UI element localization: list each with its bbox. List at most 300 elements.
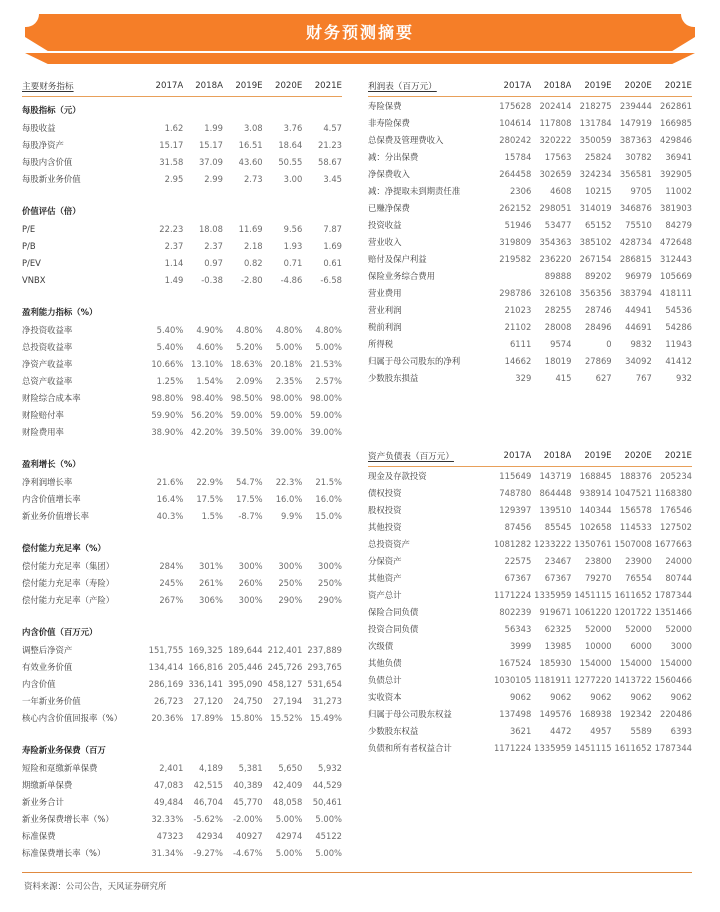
row-value: 129397 — [499, 504, 532, 515]
row-value: 39.00% — [270, 426, 303, 437]
table-row — [368, 654, 692, 671]
row-value: 98.00% — [270, 392, 303, 403]
table-row — [22, 810, 342, 827]
row-value: 31,273 — [312, 695, 342, 706]
row-label: 新业务保费增长率（%） — [22, 813, 114, 824]
table-row — [22, 119, 342, 136]
row-label: 保险业务综合费用 — [368, 270, 435, 281]
table-row — [22, 591, 342, 608]
table-section-heading — [22, 451, 342, 473]
column-header-year: 2021E — [302, 76, 342, 97]
row-value: 87456 — [504, 521, 532, 532]
row-value: 1081282 — [493, 538, 532, 549]
table-row — [368, 284, 692, 301]
row-value: 336,141 — [188, 678, 223, 689]
row-value: 1451115 — [574, 589, 612, 600]
row-value: 9705 — [630, 185, 652, 196]
row-value: 932 — [676, 372, 692, 383]
row-label: P/E — [22, 223, 36, 234]
row-label: 投资合同负债 — [368, 623, 419, 634]
row-label: 负债和所有者权益合计 — [368, 742, 452, 753]
row-value: 4608 — [550, 185, 572, 196]
row-label: 新业务合计 — [22, 796, 64, 807]
row-value: 0.97 — [204, 257, 223, 268]
row-value: 458,127 — [267, 678, 303, 689]
table-row — [22, 136, 342, 153]
table-row — [22, 759, 342, 776]
table-spacer — [22, 187, 342, 198]
row-label: 营业费用 — [368, 287, 402, 298]
row-value: 96979 — [625, 270, 652, 281]
row-value: 44691 — [625, 321, 652, 332]
row-value: 1351466 — [654, 606, 692, 617]
row-value: 15.49% — [310, 712, 342, 723]
row-label: 营业利润 — [368, 304, 402, 315]
row-value: 42934 — [196, 830, 223, 841]
row-value: 154000 — [660, 657, 692, 668]
row-value: 385102 — [579, 236, 612, 247]
row-value: 169,325 — [188, 644, 223, 655]
row-value: 748780 — [499, 487, 532, 498]
row-value: 26,723 — [153, 695, 184, 706]
row-label: 每股净资产 — [22, 139, 64, 150]
row-value: 264458 — [499, 168, 532, 179]
row-label: P/EV — [22, 257, 41, 268]
right-column — [368, 76, 692, 756]
row-value: 1277220 — [574, 674, 612, 685]
row-value: 5.40% — [156, 341, 184, 352]
table-row — [22, 658, 342, 675]
row-value: 212,401 — [267, 644, 303, 655]
row-value: 938914 — [579, 487, 612, 498]
row-value: 1.5% — [201, 510, 223, 521]
table-row — [22, 675, 342, 692]
row-value: 117808 — [539, 117, 572, 128]
row-value: 6000 — [630, 640, 652, 651]
row-value: 54286 — [665, 321, 692, 332]
row-label: 财险综合成本率 — [22, 392, 81, 403]
table-row — [368, 739, 692, 756]
row-value: 175628 — [499, 100, 532, 111]
row-value: 89202 — [584, 270, 612, 281]
row-value: 300% — [278, 560, 303, 571]
row-value: 154000 — [619, 657, 652, 668]
row-label: 财险费用率 — [22, 426, 64, 437]
row-value: 192342 — [619, 708, 652, 719]
row-value: 42,515 — [193, 779, 223, 790]
row-value: 45,770 — [233, 796, 263, 807]
row-label: 其他资产 — [368, 572, 402, 583]
table-header-row — [368, 76, 692, 97]
row-value: 156578 — [619, 504, 652, 515]
row-value: 9832 — [630, 338, 652, 349]
row-value: 300% — [238, 594, 263, 605]
row-value: 18.08 — [198, 223, 223, 234]
row-value: 23800 — [584, 555, 612, 566]
row-value: 237,889 — [307, 644, 342, 655]
row-label: 净资产收益率 — [22, 358, 73, 369]
section-title: 每股指标（元） — [22, 104, 81, 115]
row-value: 24000 — [665, 555, 692, 566]
row-value: 1.99 — [204, 122, 223, 133]
table-row — [22, 170, 342, 187]
row-label: 分保资产 — [368, 555, 402, 566]
row-value: 298786 — [499, 287, 532, 298]
row-value: 15784 — [504, 151, 532, 162]
table-spacer — [22, 726, 342, 737]
row-value: 9.56 — [283, 223, 303, 234]
table-row — [368, 148, 692, 165]
row-value: 16.0% — [315, 493, 342, 504]
table-row — [368, 165, 692, 182]
row-label: 投资收益 — [368, 219, 402, 230]
balance-sheet-table — [368, 446, 692, 756]
row-value: -6.58 — [320, 274, 342, 285]
row-value: 21102 — [504, 321, 532, 332]
table-row — [22, 406, 342, 423]
page-banner — [0, 14, 720, 66]
row-value: 40.3% — [156, 510, 184, 521]
row-value — [491, 267, 531, 284]
row-value: 250% — [278, 577, 303, 588]
row-value: 9062 — [590, 691, 612, 702]
row-value: 3000 — [670, 640, 692, 651]
row-value: 5,650 — [278, 762, 303, 773]
row-value: 239444 — [619, 100, 652, 111]
row-value: 58.67 — [318, 156, 342, 167]
row-value: 59.00% — [270, 409, 303, 420]
row-value: 0 — [606, 338, 612, 349]
row-label: 每股内含价值 — [22, 156, 73, 167]
spacer-cell — [22, 288, 342, 299]
table-spacer — [22, 608, 342, 619]
row-label: 偿付能力充足率（寿险） — [22, 577, 115, 588]
row-value: 45122 — [315, 830, 342, 841]
row-value: 114533 — [619, 521, 652, 532]
row-value: 919671 — [539, 606, 572, 617]
column-header-year: 2019E — [571, 76, 611, 97]
table-row — [22, 237, 342, 254]
section-title: 盈利增长（%） — [22, 458, 81, 469]
row-label: 财险赔付率 — [22, 409, 64, 420]
table-row — [22, 507, 342, 524]
row-value: 245% — [159, 577, 184, 588]
table-row — [368, 467, 692, 485]
right-column-gap — [368, 386, 692, 446]
row-value: 24,750 — [233, 695, 263, 706]
row-value: 1335959 — [534, 742, 572, 753]
table-row — [368, 301, 692, 318]
row-value: 314019 — [579, 202, 612, 213]
row-value: 4,189 — [198, 762, 223, 773]
table-row — [368, 722, 692, 739]
row-value: 218275 — [579, 100, 612, 111]
table-section-heading — [22, 737, 342, 759]
table-section-heading — [22, 97, 342, 120]
row-value: 28255 — [544, 304, 572, 315]
table-spacer — [22, 288, 342, 299]
row-value: 286,169 — [148, 678, 184, 689]
row-value: 137498 — [499, 708, 532, 719]
row-value: 2306 — [509, 185, 532, 196]
row-value: 17563 — [544, 151, 572, 162]
table-row — [22, 557, 342, 574]
row-value: 84279 — [665, 219, 692, 230]
table-row — [368, 569, 692, 586]
row-value: 10.66% — [151, 358, 184, 369]
table-row — [368, 114, 692, 131]
row-value: 23467 — [544, 555, 572, 566]
row-label: 短险和趸缴新单保费 — [22, 762, 98, 773]
row-value: 31.34% — [151, 847, 184, 858]
row-value: 42974 — [275, 830, 303, 841]
row-value: 205,446 — [227, 661, 263, 672]
table-row — [22, 220, 342, 237]
row-value: 290% — [318, 594, 342, 605]
row-value: 80744 — [665, 572, 692, 583]
table-row — [22, 254, 342, 271]
row-value: 149576 — [539, 708, 572, 719]
row-label: 归属于母公司股东权益 — [368, 708, 452, 719]
row-value: 428734 — [619, 236, 652, 247]
row-value: 37.09 — [198, 156, 223, 167]
table-row — [368, 216, 692, 233]
row-value: 1787344 — [654, 589, 692, 600]
row-value: 4.80% — [275, 324, 303, 335]
row-value: 236220 — [539, 253, 572, 264]
row-value: 10000 — [584, 640, 612, 651]
row-label: 调整后净资产 — [22, 644, 73, 655]
row-value: 329 — [515, 372, 532, 383]
row-value: 15.80% — [230, 712, 263, 723]
row-value: 5.00% — [275, 341, 303, 352]
row-label: 现金及存款投资 — [368, 470, 427, 481]
table-row — [22, 574, 342, 591]
source-divider — [22, 872, 692, 873]
row-label: 总保费及管理费收入 — [368, 134, 444, 145]
row-value: 21.6% — [156, 476, 184, 487]
row-value: 67367 — [544, 572, 572, 583]
row-value: 15.17 — [198, 139, 223, 150]
row-value: 3999 — [509, 640, 532, 651]
section-title: 偿付能力充足率（%） — [22, 542, 106, 553]
row-value: 59.00% — [230, 409, 263, 420]
row-value: 188376 — [619, 470, 652, 481]
row-label: 少数股东权益 — [368, 725, 419, 736]
row-value: 52000 — [625, 623, 652, 634]
row-label: 有效业务价值 — [22, 661, 73, 672]
spacer-cell — [22, 726, 342, 737]
table-row — [368, 637, 692, 654]
row-label: 保险合同负债 — [368, 606, 419, 617]
table-row — [22, 423, 342, 440]
row-value: 4957 — [590, 725, 612, 736]
row-value: 11002 — [665, 185, 692, 196]
row-value: 2.35% — [275, 375, 303, 386]
row-value: 5.20% — [236, 341, 263, 352]
table-row — [22, 709, 342, 726]
row-value: 98.00% — [310, 392, 342, 403]
row-value: 1.54% — [196, 375, 223, 386]
row-value: 15.17 — [159, 139, 184, 150]
row-label: 净利润增长率 — [22, 476, 73, 487]
row-label: 所得税 — [368, 338, 394, 349]
row-value: 1061220 — [574, 606, 612, 617]
row-value: 1335959 — [534, 589, 572, 600]
row-value: 22.9% — [196, 476, 223, 487]
spacer-cell — [22, 524, 342, 535]
row-value: 168938 — [579, 708, 612, 719]
table-row — [22, 271, 342, 288]
row-value: 356581 — [619, 168, 652, 179]
row-value: 48,058 — [272, 796, 303, 807]
row-value: 260% — [238, 577, 263, 588]
table-row — [368, 705, 692, 722]
row-value: 6111 — [509, 338, 532, 349]
row-value: 5.00% — [275, 847, 303, 858]
row-value: 1413722 — [614, 674, 652, 685]
row-value: 115649 — [499, 470, 532, 481]
row-value: 15.0% — [315, 510, 342, 521]
row-value: 176546 — [660, 504, 692, 515]
column-header-year: 2018A — [183, 76, 223, 97]
row-value: 320222 — [539, 134, 572, 145]
table-row — [22, 490, 342, 507]
row-value: 284% — [159, 560, 184, 571]
row-value: 293,765 — [307, 661, 342, 672]
row-value: 864448 — [539, 487, 572, 498]
row-label: 已赚净保费 — [368, 202, 410, 213]
row-value: 3621 — [509, 725, 532, 736]
column-header-year: 2017A — [144, 76, 184, 97]
row-value: 22.23 — [159, 223, 184, 234]
row-value: 301% — [199, 560, 223, 571]
row-value: 16.4% — [156, 493, 184, 504]
row-value: 62325 — [544, 623, 572, 634]
row-label: 每股新业务价值 — [22, 173, 81, 184]
table-row — [22, 692, 342, 709]
row-value: 44,529 — [312, 779, 342, 790]
table-row — [368, 552, 692, 569]
row-label: 减：净提取未到期责任准 — [368, 185, 461, 196]
row-value: 4.90% — [196, 324, 223, 335]
row-label: 营业收入 — [368, 236, 402, 247]
row-value: 89888 — [544, 270, 572, 281]
row-label: 总资产收益率 — [22, 375, 73, 386]
table-row — [368, 535, 692, 552]
row-value: 40,389 — [233, 779, 263, 790]
row-value: 47323 — [156, 830, 184, 841]
table-row — [22, 338, 342, 355]
row-value: 4.80% — [236, 324, 263, 335]
row-value: -9.27% — [193, 847, 223, 858]
row-label: 股权投资 — [368, 504, 402, 515]
row-label: 债权投资 — [368, 487, 402, 498]
table-row — [22, 641, 342, 658]
row-value: 79270 — [584, 572, 612, 583]
row-value: 167524 — [499, 657, 532, 668]
row-value: 47,083 — [153, 779, 184, 790]
row-value: 531,654 — [307, 678, 342, 689]
left-column — [22, 76, 342, 861]
row-value: 7.87 — [323, 223, 342, 234]
column-header-year: 2020E — [612, 446, 652, 467]
row-value: 85545 — [544, 521, 572, 532]
row-value: 27869 — [584, 355, 612, 366]
column-header-year: 2017A — [491, 76, 531, 97]
row-label: 每股收益 — [22, 122, 56, 133]
row-value: 98.50% — [230, 392, 263, 403]
row-value: 4.60% — [196, 341, 223, 352]
row-value: 1181911 — [534, 674, 572, 685]
table-row — [368, 233, 692, 250]
row-value: 5.40% — [156, 324, 184, 335]
row-value: 1047521 — [614, 487, 652, 498]
row-value: 262152 — [499, 202, 532, 213]
column-header-label: 主要财务指标 — [22, 76, 144, 97]
row-value: 6393 — [670, 725, 692, 736]
table-row — [368, 484, 692, 501]
row-label: 归属于母公司股东的净利 — [368, 355, 461, 366]
column-header-year: 2021E — [652, 76, 692, 97]
row-value: 50.55 — [278, 156, 303, 167]
row-value: 267154 — [579, 253, 612, 264]
table-row — [368, 335, 692, 352]
row-label: 一年新业务价值 — [22, 695, 81, 706]
row-label: 核心内含价值回报率（%） — [22, 712, 123, 723]
section-title: 寿险新业务保费（百万 — [22, 744, 106, 755]
row-value: 418111 — [660, 287, 692, 298]
key-financials-table — [22, 76, 342, 861]
row-value: 472648 — [660, 236, 692, 247]
row-value: 44941 — [625, 304, 652, 315]
row-value: 18.63% — [230, 358, 263, 369]
row-value: 22.3% — [275, 476, 303, 487]
table-row — [368, 182, 692, 199]
row-value: 250% — [318, 577, 342, 588]
row-value: 9062 — [550, 691, 572, 702]
row-value: 5.00% — [315, 847, 342, 858]
row-value: 205234 — [660, 470, 692, 481]
row-label: VNBX — [22, 274, 46, 285]
row-value: 395,090 — [227, 678, 263, 689]
row-value: -0.38 — [201, 274, 223, 285]
table-row — [368, 501, 692, 518]
row-value: 9062 — [630, 691, 652, 702]
row-value: 41412 — [665, 355, 692, 366]
row-value: 43.60 — [238, 156, 263, 167]
row-value: 27,120 — [193, 695, 223, 706]
row-value: 267% — [159, 594, 184, 605]
column-header-year: 2018A — [531, 446, 571, 467]
column-header-year: 2017A — [491, 446, 531, 467]
row-value: 17.5% — [236, 493, 263, 504]
row-value: 166985 — [660, 117, 692, 128]
row-value: 1030105 — [493, 674, 532, 685]
row-value: 5.00% — [275, 813, 303, 824]
row-value: -4.67% — [232, 847, 263, 858]
row-value: 415 — [555, 372, 572, 383]
row-value: 25824 — [584, 151, 612, 162]
row-value: 802239 — [499, 606, 532, 617]
row-value: 5.00% — [315, 341, 342, 352]
row-value: 300% — [238, 560, 263, 571]
row-label: 净保费收入 — [368, 168, 410, 179]
row-value: 75510 — [625, 219, 652, 230]
row-value: 261% — [199, 577, 223, 588]
row-value: 40927 — [235, 830, 263, 841]
row-value: 3.00 — [283, 173, 303, 184]
